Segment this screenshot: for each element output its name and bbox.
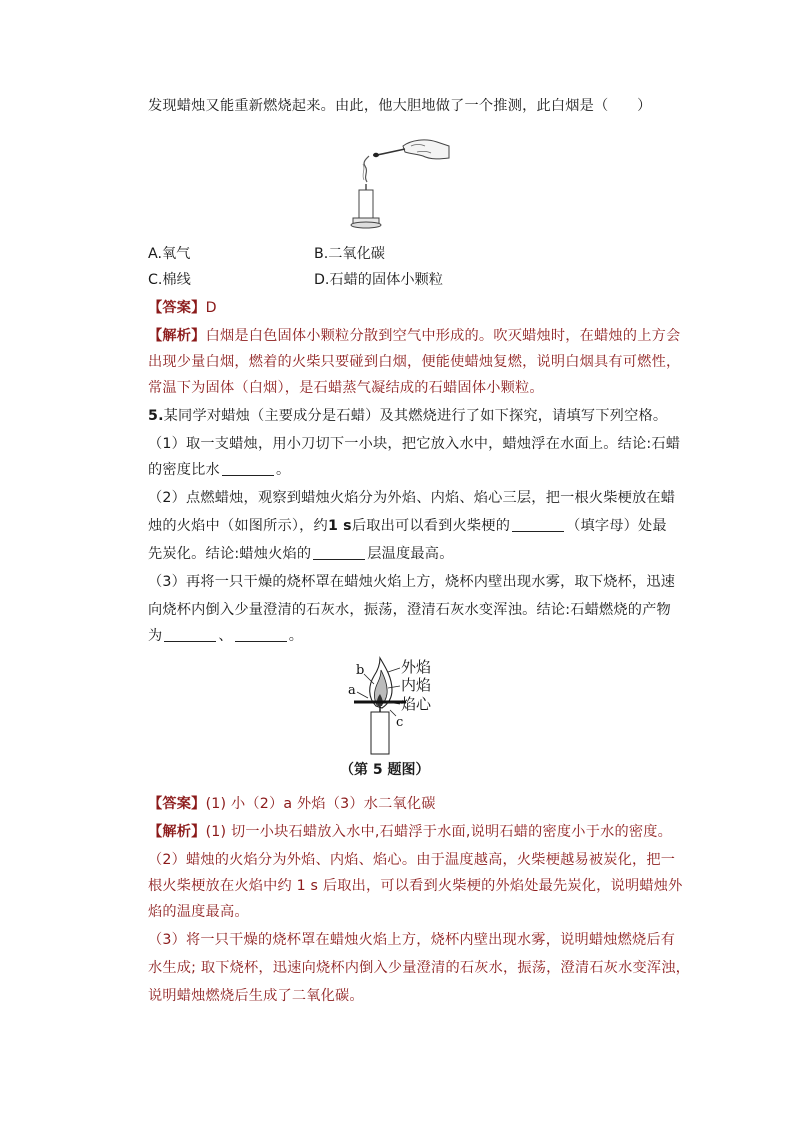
q5-analysis-line: 焰的温度最高。 [148,904,249,920]
q5-part2-line [148,544,454,564]
q4-analysis-line: 出现少量白烟，燃着的火柴只要碰到白烟，便能使蜡烛复燃，说明白烟具有可燃性， [148,354,681,370]
answer-blank[interactable] [512,517,564,532]
q5-text: 后取出可以看到火柴梗的 [351,518,511,534]
q5-number: 5. [148,408,164,424]
label-outer-flame: 外焰 [401,658,432,676]
q5-text: 层温度最高。 [367,546,454,562]
answer-value: (1) 小（2）a 外焰（3）水二氧化碳 [205,796,436,812]
q5-stem-text: 某同学对蜡烛（主要成分是石蜡）及其燃烧进行了如下探究，请填写下列空格。 [163,408,668,424]
analysis-tag: 【解析】 [148,824,206,840]
q5-text: 、 [218,628,233,644]
q5-text: 烛的火焰中（如图所示），约 [148,518,328,534]
answer-blank[interactable] [222,461,274,476]
q5-analysis-line: （3）将一只干燥的烧杯罩在蜡烛火焰上方，烧杯内壁出现水雾，说明蜡烛燃烧后有 [148,932,676,948]
candle-flame-figure [330,652,470,758]
analysis-text: 白烟是白色固体小颗粒分散到空气中形成的。吹灭蜡烛时，在蜡烛的上方会 [205,328,681,344]
q5-part3-line: 向烧杯内倒入少量澄清的石灰水，振荡，澄清石灰水变浑浊。结论:石蜡燃烧的产物 [148,602,671,618]
candle-match-figure [345,132,455,232]
q5-analysis-line: 说明蜡烛燃烧后生成了二氧化碳。 [148,988,364,1004]
q5-analysis-line: 根火柴梗放在火焰中约 1 s 后取出，可以看到火柴梗的外焰处最先炭化，说明蜡烛外 [148,878,683,894]
q5-text: 1 s [327,518,352,534]
q5-part2-line: （2）点燃蜡烛，观察到蜡烛火焰分为外焰、内焰、焰心三层，把一根火柴梗放在蜡 [148,490,676,506]
figure-caption: （第 5 题图） [340,762,430,778]
analysis-tag: 【解析】 [148,328,206,344]
label-c: c [396,715,404,730]
analysis-text: (1) 切一小块石蜡放入水中,石蜡浮于水面,说明石蜡的密度小于水的密度。 [205,824,673,840]
answer-blank[interactable] [235,627,287,642]
q5-part3-line [148,626,303,646]
q4-answer [148,298,217,318]
label-flame-core: 焰心 [401,695,432,713]
option-a: A.氧气 [148,246,191,262]
q5-analysis-line: 水生成; 取下烧杯，迅速向烧杯内倒入少量澄清的石灰水，振荡，澄清石灰水变浑浊， [148,960,691,976]
option-b: B.二氧化碳 [314,246,385,262]
q5-analysis-line [148,822,672,842]
q5-stem [148,406,667,426]
answer-tag: 【答案】 [148,796,206,812]
q5-part1-line [148,460,290,480]
label-b: b [356,663,365,678]
q5-part2-line [148,516,667,536]
q4-analysis-line: 常温下为固体（白烟），是石蜡蒸气凝结成的石蜡固体小颗粒。 [148,380,544,396]
q5-text: （填字母）处最 [566,518,667,534]
answer-tag: 【答案】 [148,300,206,316]
q4-analysis-line [148,326,680,346]
q5-answer [148,794,436,814]
q5-text: 。 [288,628,304,644]
option-d: D.石蜡的固体小颗粒 [314,272,443,288]
q5-part3-line: （3）再将一只干燥的烧杯罩在蜡烛火焰上方，烧杯内壁出现水雾，取下烧杯，迅速 [148,574,676,590]
option-c: C.棉线 [148,272,191,288]
label-inner-flame: 内焰 [401,676,432,694]
q5-part1-line: （1）取一支蜡烛，用小刀切下一小块，把它放入水中，蜡烛浮在水面上。结论:石蜡 [148,436,681,452]
label-a: a [348,683,356,698]
q4-stem: 发现蜡烛又能重新燃烧起来。由此，他大胆地做了一个推测，此白烟是（ ） [148,98,652,114]
q5-text: 的密度比水 [148,462,220,478]
q5-analysis-line: （2）蜡烛的火焰分为外焰、内焰、焰心。由于温度越高，火柴梗越易被炭化，把一 [148,852,676,868]
q5-text: 为 [148,628,163,644]
answer-blank[interactable] [164,627,216,642]
q5-text: 先炭化。结论:蜡烛火焰的 [148,546,312,562]
answer-blank[interactable] [313,545,365,560]
answer-value: D [205,300,217,316]
q5-text: 。 [275,462,291,478]
